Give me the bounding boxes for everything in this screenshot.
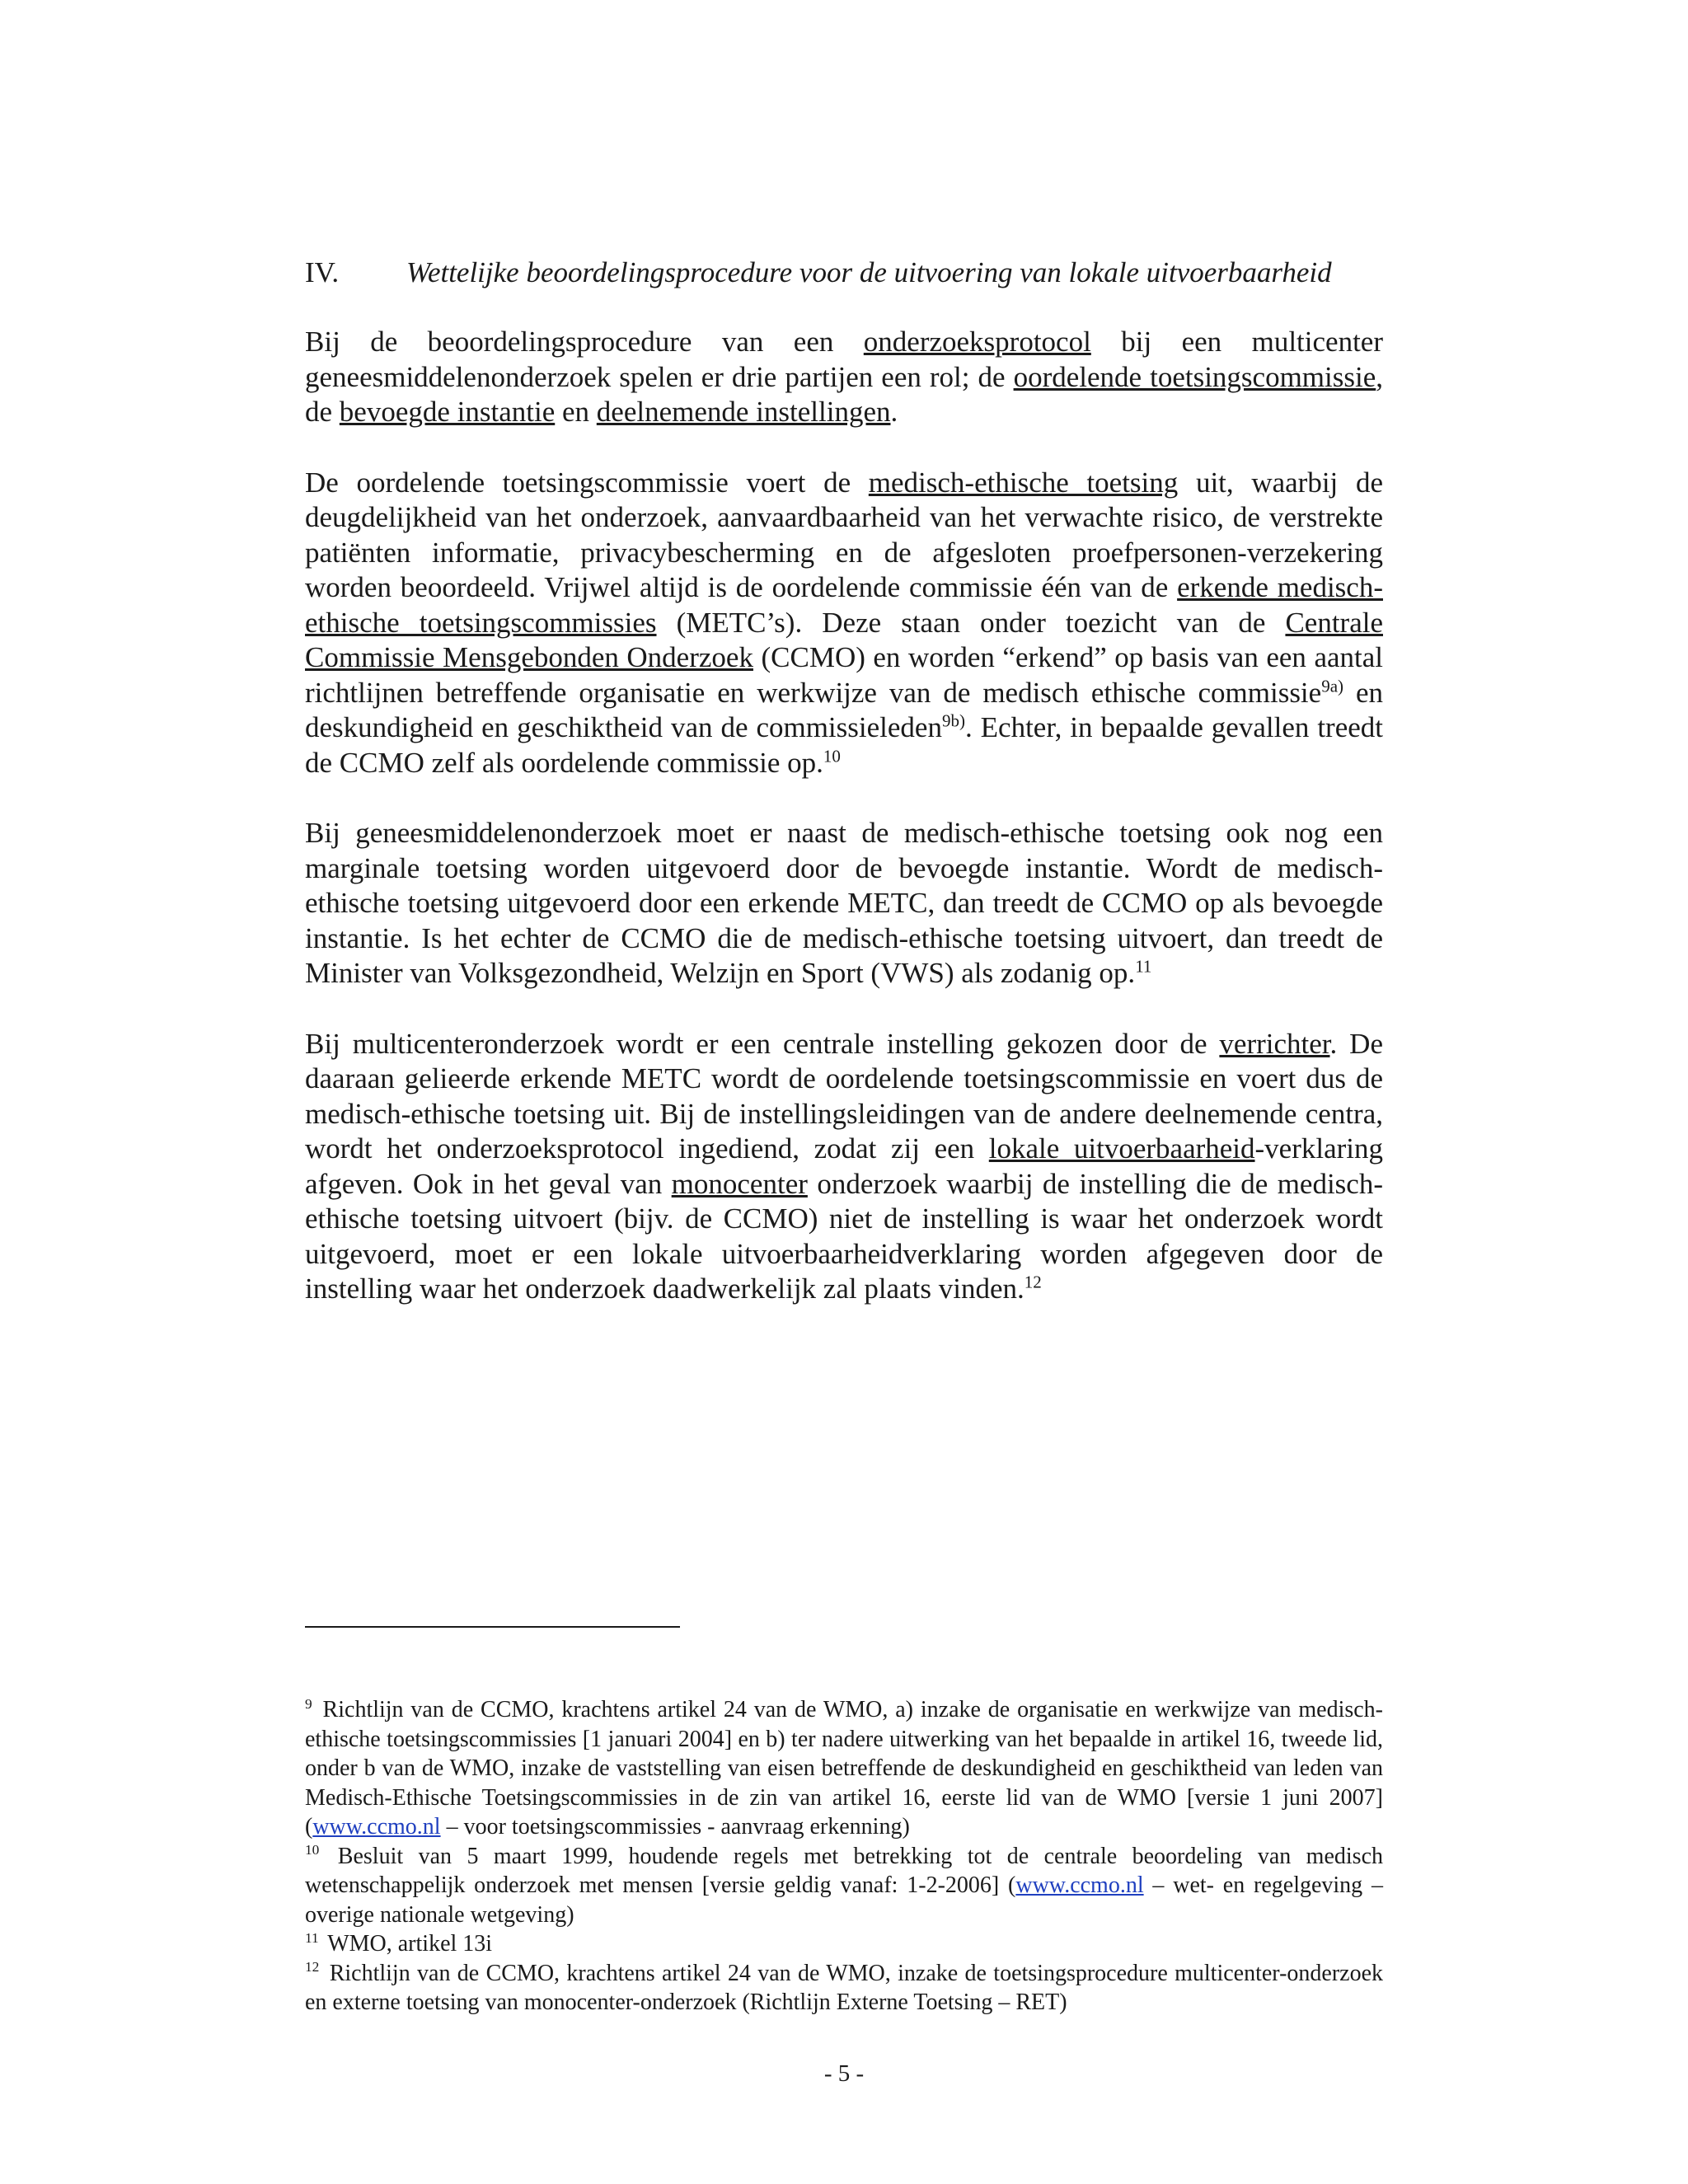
paragraph-4	[305, 1027, 1383, 1307]
text-run: bij een multicenter geneesmiddelenonderzoek spelen er drie partijen een rol; de	[305, 326, 1383, 393]
footnote-ref-12[interactable]: 12	[1024, 1272, 1042, 1292]
text-run: (METC’s). Deze staan onder toezicht van de	[656, 606, 1286, 639]
page-number: - 5 -	[823, 2060, 865, 2087]
footnote-11	[305, 1929, 1383, 1959]
link-monocenter[interactable]: monocenter	[671, 1167, 808, 1200]
footnote-ref-9b[interactable]: 9b)	[941, 710, 965, 731]
text-run: Bij de beoordelingsprocedure van een	[305, 326, 864, 358]
section-number: IV.	[305, 256, 340, 288]
text-run: Bij multicenteronderzoek wordt er een centrale instelling gekozen door de	[305, 1027, 1220, 1060]
text-run: -verklaring afgeven. Ook in het geval van	[305, 1132, 1384, 1200]
footnote-ref-10[interactable]: 10	[823, 745, 841, 766]
link-lokale-uitvoerbaarheid[interactable]: lokale uitvoerbaarheid	[988, 1132, 1255, 1165]
text-run: Bij geneesmiddelenonderzoek moet er naast de medisch-ethische toetsing ook nog een marginale toetsing worden uitgevoerd door de bevoegde instantie. Wordt de medisch-ethische toetsing uitgevoerd door een erkende METC, dan treedt de CCMO op als bevoegde instantie. Is het echter de CCMO die de medisch-ethische toetsing uitvoert, dan treedt de Minister van Volksgezondheid, Welzijn en Sport (VWS) als zodanig op.	[305, 817, 1383, 989]
footnote-mark: 10	[305, 1842, 320, 1858]
body-text	[305, 325, 1383, 1343]
footnote-ref-9a[interactable]: 9a)	[1321, 675, 1344, 696]
section-heading	[305, 252, 1385, 293]
link-medisch-ethische-toetsing[interactable]: medisch-ethische toetsing	[868, 466, 1179, 499]
link-ccmo[interactable]: Centrale Commissie Mensgebonden Onderzoek	[305, 606, 1383, 673]
footnote-10	[305, 1842, 1383, 1930]
paragraph-3	[305, 816, 1383, 991]
text-run: (CCMO) en worden “erkend” op basis van een aantal richtlijnen betreffende organisatie en werkwijze van de medisch ethische commissie	[305, 641, 1383, 709]
footnote-link-ccmo[interactable]: www.ccmo.nl	[1015, 1872, 1144, 1898]
paragraph-2	[305, 466, 1383, 781]
footnote-text: Richtlijn van de CCMO, krachtens artikel 24 van de WMO, a) inzake de organisatie en werkwijze van medisch-ethische toetsingscommissies [1 januari 2004] en b) ter nadere uitwerking van het bepaalde in artikel 16, tweede lid, onder b van de WMO, inzake de vaststelling van eisen betreffende de deskundigheid en geschiktheid van leden van Medisch-Ethische Toetsingscommissies in de zin van artikel 16, eerste lid van de WMO [versie 1 juni 2007] (	[305, 1697, 1383, 1840]
link-deelnemende-instellingen[interactable]: deelnemende instellingen	[596, 396, 891, 428]
text-run: . Echter, in bepaalde gevallen treedt de CCMO zelf als oordelende commissie op.	[305, 711, 1383, 779]
footnote-9	[305, 1695, 1383, 1842]
text-run: .	[890, 396, 898, 428]
footnote-ref-11[interactable]: 11	[1135, 956, 1152, 977]
footnote-mark: 9	[305, 1695, 312, 1712]
link-erkende-metc[interactable]: erkende medisch-ethische toetsingscommissies	[305, 571, 1383, 639]
footnotes	[305, 1695, 1383, 2018]
footnote-link-ccmo[interactable]: www.ccmo.nl	[312, 1814, 441, 1840]
footnote-text: – wet- en regelgeving – overige nationale wetgeving)	[305, 1872, 1383, 1928]
footnote-separator	[305, 1626, 680, 1628]
text-run: De oordelende toetsingscommissie voert de	[305, 466, 869, 499]
text-run: , de	[305, 360, 1383, 428]
link-onderzoeksprotocol[interactable]: onderzoeksprotocol	[863, 326, 1091, 358]
text-run: . De daaraan gelieerde erkende METC wordt de oordelende toetsingscommissie en voert dus de medisch-ethische toetsing uit. Bij de instellingsleidingen van de andere deelnemende centra, wordt het onderzoeksprotocol ingediend, zodat zij een	[305, 1027, 1383, 1165]
footnote-mark: 11	[305, 1929, 319, 1946]
footnote-mark: 12	[305, 1959, 320, 1975]
text-run: en	[555, 396, 597, 428]
footnote-12	[305, 1959, 1383, 2018]
text-run: uit, waarbij de deugdelijkheid van het onderzoek, aanvaardbaarheid van het verwachte risico, de verstrekte patiënten informatie, privacybescherming en de afgesloten proefpersonen-verzekering worden beoordeeld. Vrijwel altijd is de oordelende commissie één van de	[305, 466, 1383, 603]
footnote-text: – voor toetsingscommissies - aanvraag erkenning)	[440, 1814, 910, 1840]
footnote-text: Besluit van 5 maart 1999, houdende regels met betrekking tot de centrale beoordeling van medisch wetenschappelijk onderzoek met mensen [versie geldig vanaf: 1-2-2006] (	[305, 1843, 1383, 1898]
text-run: onderzoek waarbij de instelling die de medisch-ethische toetsing uitvoert (bijv. de CCMO) niet de instelling is waar het onderzoek wordt uitgevoerd, moet er een lokale uitvoerbaarheidverklaring worden afgegeven door de instelling waar het onderzoek daadwerkelijk zal plaats vinden.	[305, 1167, 1383, 1305]
paragraph-1	[305, 325, 1383, 430]
link-verrichter[interactable]: verrichter	[1219, 1027, 1330, 1060]
link-oordelende-toetsingscommissie[interactable]: oordelende toetsingscommissie	[1013, 360, 1376, 393]
link-bevoegde-instantie[interactable]: bevoegde instantie	[339, 396, 556, 428]
section-title: Wettelijke beoordelingsprocedure voor de uitvoering van lokale uitvoerbaarheid	[406, 256, 1332, 288]
text-run: en deskundigheid en geschiktheid van de commissieleden	[305, 676, 1383, 743]
footnote-text: WMO, artikel 13i	[321, 1931, 493, 1957]
footnote-text: Richtlijn van de CCMO, krachtens artikel 24 van de WMO, inzake de toetsingsprocedure multicenter-onderzoek en externe toetsing van monocenter-onderzoek (Richtlijn Externe Toetsing – RET)	[305, 1960, 1383, 2015]
